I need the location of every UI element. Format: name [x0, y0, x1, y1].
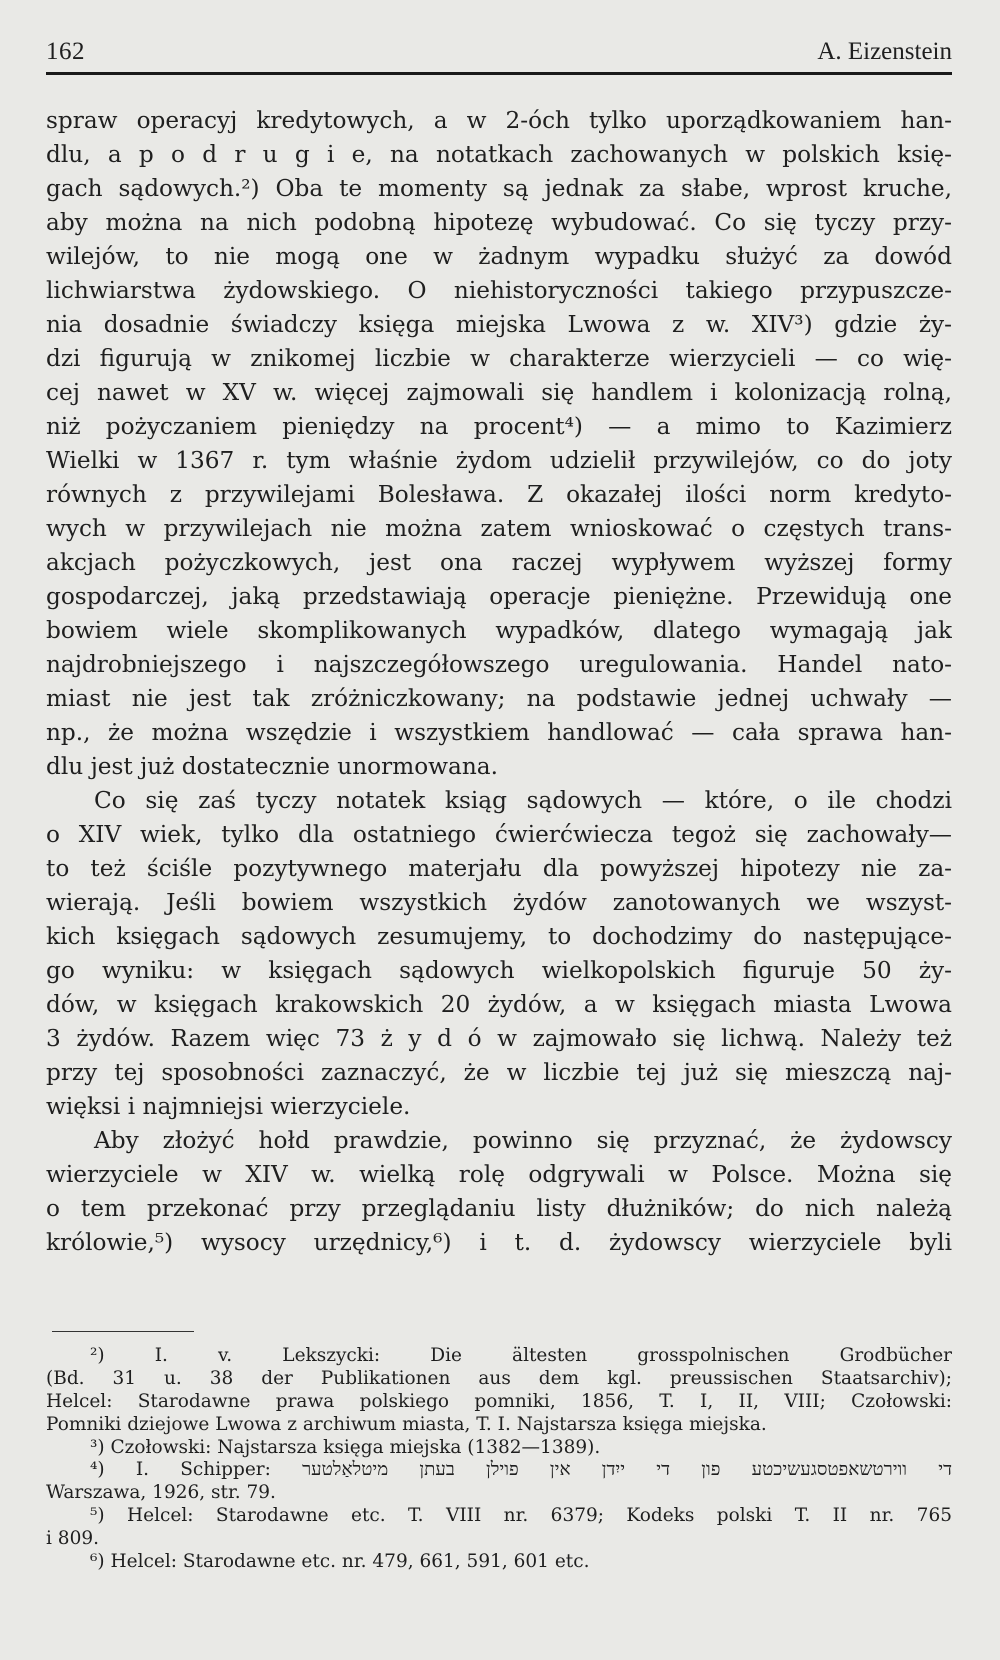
text-line: 3 żydów. Razem więc 73 ż y d ó w zajmowało się lichwą. Należy też [46, 1025, 952, 1052]
text-line: gospodarczej, jaką przedstawiają operacje pieniężne. Przewidują one [46, 583, 952, 610]
text-line: przy tej sposobności zaznaczyć, że w liczbie tej już się mieszczą naj- [46, 1059, 952, 1086]
text-line: o XIV wiek, tylko dla ostatniego ćwierćwiecza tegoż się zachowały— [46, 821, 952, 848]
text-line: równych z przywilejami Bolesława. Z okazałej ilości norm kredyto- [46, 481, 952, 508]
text-line: nia dosadnie świadczy księga miejska Lwowa z w. XIV³) gdzie ży- [46, 311, 952, 338]
text-line: niż pożyczaniem pieniędzy na procent⁴) — a mimo to Kazimierz [46, 413, 952, 440]
text-line: aby można na nich podobną hipotezę wybudować. Co się tyczy przy- [46, 209, 952, 236]
text-line: Co się zaś tyczy notatek ksiąg sądowych — które, o ile chodzi [94, 787, 952, 814]
text-line: gach sądowych.²) Oba te momenty są jednak za słabe, wprost kruche, [46, 175, 952, 202]
footnote-line: Helcel: Starodawne prawa polskiego pomniki, 1856, T. I, II, VIII; Czołowski: [46, 1390, 952, 1412]
text-line: Wielki w 1367 r. tym właśnie żydom udzielił przywilejów, co do joty [46, 447, 952, 474]
footnote-line: ³) Czołowski: Najstarsza księga miejska (1382—1389). [90, 1436, 601, 1458]
footnotes [46, 1345, 952, 1574]
text-line: dzi figurują w znikomej liczbie w charakterze wierzycieli — co wię- [46, 345, 952, 372]
text-line: o tem przekonać przy przeglądaniu listy dłużników; do nich należą [46, 1195, 952, 1222]
text-line: bowiem wiele skomplikowanych wypadków, dlatego wymagają jak [46, 617, 952, 644]
text-line: to też ściśle pozytywnego materjału dla powyższej hipotezy nie za- [46, 855, 952, 882]
page-header [46, 38, 952, 72]
text-line: więksi i najmniejsi wierzyciele. [46, 1093, 411, 1120]
footnote-line: (Bd. 31 u. 38 der Publikationen aus dem kgl. preussischen Staatsarchiv); [46, 1367, 952, 1389]
footnote-line: ²) I. v. Lekszycki: Die ältesten grosspolnischen Grodbücher [90, 1345, 952, 1366]
footnote-separator [52, 1331, 194, 1332]
running-head-author: A. Eizenstein [817, 38, 952, 65]
text-line: cej nawet w XV w. więcej zajmowali się handlem i kolonizacją rolną, [46, 379, 952, 406]
text-line: królowie,⁵) wysocy urzędnicy,⁶) i t. d. żydowscy wierzyciele byli [46, 1229, 952, 1256]
footnote-line: i 809. [46, 1528, 99, 1550]
text-line: wilejów, to nie mogą one w żadnym wypadku służyć za dowód [46, 243, 952, 270]
page-number: 162 [46, 38, 85, 65]
footnote-line: ⁴) I. Schipper: די ווירטשאפטסגעשיכטע פון די ייִדן אין פוילן בעתן מיטלאַלטער [90, 1459, 952, 1481]
footnote-line: Warszawa, 1926, str. 79. [46, 1482, 276, 1504]
text-line: wierają. Jeśli bowiem wszystkich żydów zanotowanych we wszyst- [46, 889, 952, 916]
text-line: spraw operacyj kredytowych, a w 2-óch tylko uporządkowaniem han- [46, 107, 952, 134]
text-line: dów, w księgach krakowskich 20 żydów, a w księgach miasta Lwowa [46, 991, 952, 1018]
text-line: najdrobniejszego i najszczegółowszego uregulowania. Handel nato- [46, 651, 952, 678]
text-line: akcjach pożyczkowych, jest ona raczej wypływem wyższej formy [46, 549, 952, 576]
text-line: kich księgach sądowych zesumujemy, to dochodzimy do następujące- [46, 923, 952, 950]
header-rule [46, 72, 952, 75]
text-line: wierzyciele w XIV w. wielką rolę odgrywali w Polsce. Można się [46, 1161, 952, 1188]
footnote-line: Pomniki dziejowe Lwowa z archiwum miasta, T. I. Najstarsza księga miejska. [46, 1413, 767, 1435]
text-line: wych w przywilejach nie można zatem wnioskować o częstych trans- [46, 515, 952, 542]
text-line: go wyniku: w księgach sądowych wielkopolskich figuruje 50 ży- [46, 957, 952, 984]
text-line: Aby złożyć hołd prawdzie, powinno się przyznać, że żydowscy [94, 1127, 952, 1154]
text-line: lichwiarstwa żydowskiego. O niehistoryczności takiego przypuszcze- [46, 277, 952, 304]
text-line: dlu jest już dostatecznie unormowana. [46, 753, 498, 780]
text-line: miast nie jest tak zróżniczkowany; na podstawie jednej uchwały — [46, 685, 952, 712]
main-text [46, 104, 952, 1260]
text-line: dlu, a p o d r u g i e, na notatkach zachowanych w polskich księ- [46, 141, 952, 168]
footnote-line: ⁶) Helcel: Starodawne etc. nr. 479, 661, 591, 601 etc. [90, 1551, 590, 1573]
footnote-line: ⁵) Helcel: Starodawne etc. T. VIII nr. 6379; Kodeks polski T. II nr. 765 [90, 1505, 952, 1527]
text-line: np., że można wszędzie i wszystkiem handlować — cała sprawa han- [46, 719, 952, 746]
